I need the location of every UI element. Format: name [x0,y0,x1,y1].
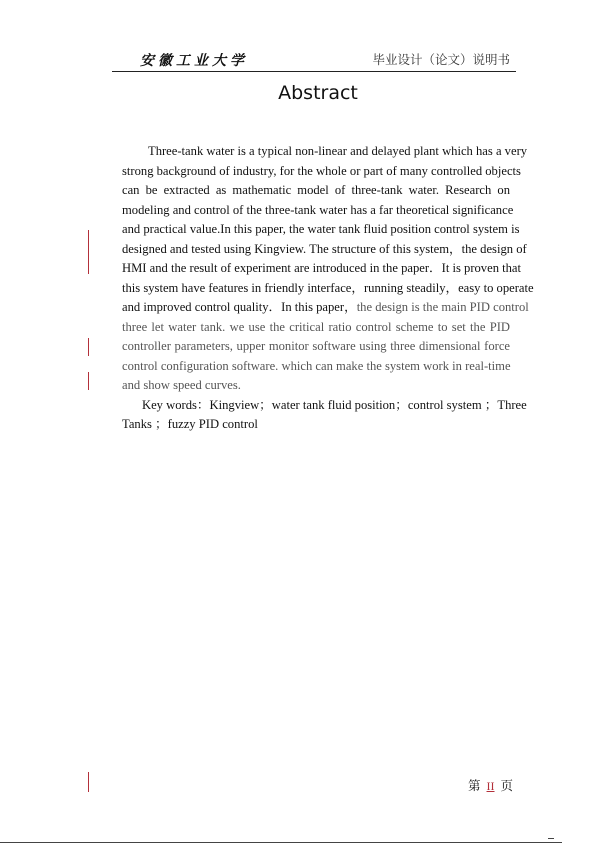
abstract-line: HMI and the result of experiment are introduced in the paper．It is proven that [122,261,522,275]
abstract-line: controller parameters, upper monitor software using three dimensional force [122,339,510,353]
footer-prefix: 第 [468,778,481,793]
abstract-line: can be extracted as mathematic model of three-tank water. Research on [122,183,510,197]
revision-mark [88,230,89,274]
revision-mark [88,338,89,356]
abstract-line: three let water tank. we use the critical ratio control scheme to set the PID [122,319,510,334]
abstract-line-mixed [122,298,529,318]
document-type: 毕业设计（论文）说明书 [372,52,510,67]
abstract-line: strong background of industry, for the whole or part of many controlled objects [122,163,521,178]
revision-mark [88,772,89,792]
abstract-line: modeling and control of the three-tank water has a far theoretical significance [122,202,514,217]
abstract-line: control configuration software. which can make the system work in real-time [122,358,511,373]
bottom-tick [548,838,554,839]
university-name: 安徽工业大学 [140,53,248,69]
revision-mark [88,372,89,390]
bottom-rule [0,842,562,843]
abstract-line: this system have features in friendly interface，running steadily，easy to operate [122,280,534,295]
keywords-line: Tanks ；fuzzy PID control [122,417,258,431]
abstract-body [122,142,534,435]
abstract-line: and show speed curves. [122,378,241,392]
abstract-line: and practical value.In this paper, the water tank fluid position control system is [122,222,520,236]
abstract-line: designed and tested using Kingview. The structure of this system，the design of [122,241,527,256]
header-rule [112,71,516,72]
footer-suffix: 页 [500,778,514,793]
abstract-line: Three-tank water is a typical non-linear and delayed plant which has a very [148,144,528,158]
abstract-line-part: the design is the main PID control [356,300,529,314]
keywords-line: Key words：Kingview；water tank fluid position；control system ；Three [142,397,527,412]
page-number: II [486,779,495,793]
page-title: Abstract [278,82,358,104]
page-footer [468,776,513,794]
abstract-line-part: and improved control quality．In this paper， [122,300,357,314]
